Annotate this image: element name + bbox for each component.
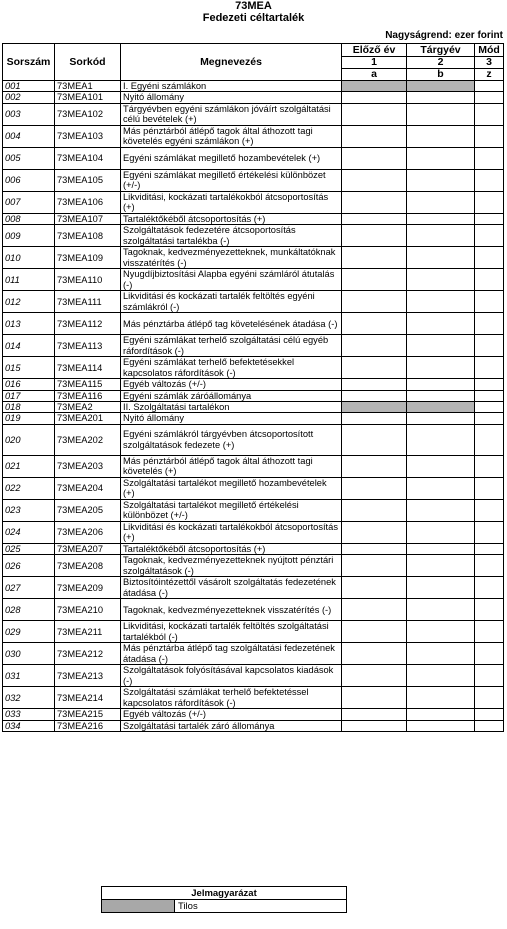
header-col-2: 2 <box>407 57 475 69</box>
table-row <box>3 621 504 643</box>
value-targyev[interactable] <box>407 169 475 191</box>
table-row <box>3 499 504 521</box>
value-elozo-ev[interactable] <box>342 709 407 720</box>
value-targyev[interactable] <box>407 125 475 147</box>
value-mod[interactable] <box>475 225 504 247</box>
value-targyev[interactable] <box>407 413 475 424</box>
row-name: Tárgyévben egyéni számlákon jóváírt szolgáltatási célú bevételek (+) <box>121 103 342 125</box>
row-name: Szolgáltatási tartalék záró állománya <box>121 720 342 731</box>
row-code: 73MEA113 <box>55 335 121 357</box>
row-name: Szolgáltatások folyósításával kapcsolatos kiadások (-) <box>121 665 342 687</box>
row-name: Likviditási, kockázati tartalék feltöltés szolgáltatási tartalékból (-) <box>121 621 342 643</box>
row-code: 73MEA1 <box>55 81 121 92</box>
row-number: 033 <box>3 709 55 720</box>
table-row <box>3 213 504 224</box>
unit-label: Nagyságrend: ezer forint <box>385 30 503 41</box>
row-name: Likviditási és kockázati tartalékokból átcsoportosítás (+) <box>121 521 342 543</box>
table-row <box>3 247 504 269</box>
header-col-1: 1 <box>342 57 407 69</box>
value-elozo-ev[interactable] <box>342 291 407 313</box>
row-name: Nyugdíjbiztosítási Alapba egyéni számláról átutalás (-) <box>121 269 342 291</box>
value-mod[interactable] <box>475 313 504 335</box>
value-mod[interactable] <box>475 555 504 577</box>
value-mod[interactable] <box>475 390 504 401</box>
table-row <box>3 477 504 499</box>
value-mod[interactable] <box>475 269 504 291</box>
row-number: 031 <box>3 665 55 687</box>
value-targyev[interactable] <box>407 543 475 554</box>
value-elozo-ev[interactable] <box>342 643 407 665</box>
row-name: I. Egyéni számlákon <box>121 81 342 92</box>
row-name: Szolgáltatások fedezetére átcsoportosítás szolgáltatási tartalékba (-) <box>121 225 342 247</box>
table-row <box>3 402 504 413</box>
row-code: 73MEA105 <box>55 169 121 191</box>
value-elozo-ev[interactable] <box>342 92 407 103</box>
table-row <box>3 169 504 191</box>
row-name: Szolgáltatási tartalékot megillető értékelési különbözet (+/-) <box>121 499 342 521</box>
row-number: 029 <box>3 621 55 643</box>
row-code: 73MEA2 <box>55 402 121 413</box>
value-mod[interactable] <box>475 499 504 521</box>
row-name: Más pénztárba átlépő tag követelésének átadása (-) <box>121 313 342 335</box>
value-mod[interactable] <box>475 709 504 720</box>
row-number: 025 <box>3 543 55 554</box>
row-code: 73MEA103 <box>55 125 121 147</box>
value-mod[interactable] <box>475 687 504 709</box>
row-name: Egyéb változás (+/-) <box>121 379 342 390</box>
value-targyev[interactable] <box>407 357 475 379</box>
table-row <box>3 643 504 665</box>
legend <box>101 886 347 913</box>
value-targyev[interactable] <box>407 424 475 455</box>
value-targyev[interactable] <box>407 269 475 291</box>
table-row <box>3 191 504 213</box>
value-targyev <box>407 81 475 92</box>
row-name: Más pénztárba átlépő tag szolgáltatási fedezetének átadása (-) <box>121 643 342 665</box>
value-elozo-ev[interactable] <box>342 477 407 499</box>
table-row <box>3 413 504 424</box>
row-code: 73MEA101 <box>55 92 121 103</box>
value-elozo-ev[interactable] <box>342 599 407 621</box>
value-elozo-ev[interactable] <box>342 269 407 291</box>
row-number: 027 <box>3 577 55 599</box>
table-row <box>3 599 504 621</box>
row-number: 032 <box>3 687 55 709</box>
value-mod[interactable] <box>475 577 504 599</box>
row-code: 73MEA216 <box>55 720 121 731</box>
value-mod[interactable] <box>475 103 504 125</box>
value-elozo-ev[interactable] <box>342 213 407 224</box>
value-mod[interactable] <box>475 291 504 313</box>
table-row <box>3 455 504 477</box>
value-elozo-ev[interactable] <box>342 455 407 477</box>
header-col-3: 3 <box>475 57 504 69</box>
header-sorszam: Sorszám <box>3 44 55 81</box>
value-elozo-ev[interactable] <box>342 379 407 390</box>
row-name: Szolgáltatási tartalékot megillető hozambevételek (+) <box>121 477 342 499</box>
value-elozo-ev[interactable] <box>342 247 407 269</box>
value-elozo-ev[interactable] <box>342 720 407 731</box>
value-targyev[interactable] <box>407 147 475 169</box>
table-row <box>3 521 504 543</box>
row-code: 73MEA116 <box>55 390 121 401</box>
value-mod[interactable] <box>475 92 504 103</box>
row-number: 030 <box>3 643 55 665</box>
table-row <box>3 81 504 92</box>
row-number: 018 <box>3 402 55 413</box>
value-targyev[interactable] <box>407 213 475 224</box>
header-mod: Mód <box>475 44 504 57</box>
row-code: 73MEA108 <box>55 225 121 247</box>
value-elozo-ev[interactable] <box>342 357 407 379</box>
row-name: Egyéb változás (+/-) <box>121 709 342 720</box>
value-mod[interactable] <box>475 413 504 424</box>
row-name: Biztosítóintézettől vásárolt szolgáltatás fedezetének átadása (-) <box>121 577 342 599</box>
table-body <box>3 81 504 732</box>
value-elozo-ev[interactable] <box>342 125 407 147</box>
row-number: 034 <box>3 720 55 731</box>
row-code: 73MEA110 <box>55 269 121 291</box>
table-row <box>3 147 504 169</box>
row-name: Tagoknak, kedvezményezetteknek, munkáltatóknak visszatérítés (-) <box>121 247 342 269</box>
row-name: Likviditási, kockázati tartalékokból átcsoportosítás (+) <box>121 191 342 213</box>
row-number: 009 <box>3 225 55 247</box>
header-sorkod: Sorkód <box>55 44 121 81</box>
value-targyev <box>407 402 475 413</box>
row-number: 015 <box>3 357 55 379</box>
table-row <box>3 291 504 313</box>
row-code: 73MEA111 <box>55 291 121 313</box>
value-elozo-ev <box>342 402 407 413</box>
row-code: 73MEA201 <box>55 413 121 424</box>
row-number: 002 <box>3 92 55 103</box>
row-number: 013 <box>3 313 55 335</box>
value-mod[interactable] <box>475 521 504 543</box>
value-targyev[interactable] <box>407 665 475 687</box>
row-number: 011 <box>3 269 55 291</box>
value-targyev[interactable] <box>407 599 475 621</box>
row-name: Nyitó állomány <box>121 92 342 103</box>
table-row <box>3 687 504 709</box>
value-mod[interactable] <box>475 213 504 224</box>
value-targyev[interactable] <box>407 577 475 599</box>
row-code: 73MEA204 <box>55 477 121 499</box>
table-row <box>3 543 504 554</box>
row-name: Tartaléktőkéből átcsoportosítás (+) <box>121 543 342 554</box>
table-row <box>3 335 504 357</box>
row-number: 001 <box>3 81 55 92</box>
value-targyev[interactable] <box>407 291 475 313</box>
value-mod[interactable] <box>475 335 504 357</box>
value-targyev[interactable] <box>407 379 475 390</box>
value-targyev[interactable] <box>407 521 475 543</box>
header-elozo-ev: Előző év <box>342 44 407 57</box>
row-code: 73MEA212 <box>55 643 121 665</box>
value-mod[interactable] <box>475 665 504 687</box>
table-row <box>3 424 504 455</box>
row-name: Egyéni számlák záróállománya <box>121 390 342 401</box>
value-elozo-ev[interactable] <box>342 169 407 191</box>
value-targyev[interactable] <box>407 621 475 643</box>
row-code: 73MEA202 <box>55 424 121 455</box>
value-targyev[interactable] <box>407 455 475 477</box>
table-row <box>3 577 504 599</box>
row-number: 023 <box>3 499 55 521</box>
value-elozo-ev[interactable] <box>342 555 407 577</box>
row-name: Likviditási és kockázati tartalék feltöltés egyéni számlákról (-) <box>121 291 342 313</box>
value-mod[interactable] <box>475 720 504 731</box>
row-name: Más pénztárból átlépő tagok által áthozott tagi követelés egyéni számlákon (+) <box>121 125 342 147</box>
header-targyev: Tárgyév <box>407 44 475 57</box>
value-elozo-ev[interactable] <box>342 390 407 401</box>
header-col-z: z <box>475 69 504 81</box>
row-code: 73MEA104 <box>55 147 121 169</box>
table-row <box>3 269 504 291</box>
value-mod[interactable] <box>475 455 504 477</box>
value-mod[interactable] <box>475 477 504 499</box>
row-code: 73MEA112 <box>55 313 121 335</box>
value-elozo-ev[interactable] <box>342 577 407 599</box>
table-row <box>3 665 504 687</box>
row-number: 019 <box>3 413 55 424</box>
value-mod[interactable] <box>475 543 504 554</box>
row-number: 028 <box>3 599 55 621</box>
value-mod[interactable] <box>475 147 504 169</box>
row-number: 017 <box>3 390 55 401</box>
row-code: 73MEA213 <box>55 665 121 687</box>
row-number: 026 <box>3 555 55 577</box>
value-mod <box>475 81 504 92</box>
row-number: 007 <box>3 191 55 213</box>
value-elozo-ev[interactable] <box>342 521 407 543</box>
row-name: Nyitó állomány <box>121 413 342 424</box>
value-elozo-ev[interactable] <box>342 313 407 335</box>
row-code: 73MEA107 <box>55 213 121 224</box>
value-mod[interactable] <box>475 599 504 621</box>
row-number: 016 <box>3 379 55 390</box>
row-number: 003 <box>3 103 55 125</box>
row-name: Egyéni számlákat megillető értékelési különbözet (+/-) <box>121 169 342 191</box>
legend-item: Tilos <box>175 900 347 913</box>
value-elozo-ev[interactable] <box>342 621 407 643</box>
value-targyev[interactable] <box>407 499 475 521</box>
value-mod <box>475 402 504 413</box>
value-elozo-ev[interactable] <box>342 225 407 247</box>
value-targyev[interactable] <box>407 247 475 269</box>
value-targyev[interactable] <box>407 555 475 577</box>
row-code: 73MEA109 <box>55 247 121 269</box>
value-elozo-ev[interactable] <box>342 543 407 554</box>
row-code: 73MEA206 <box>55 521 121 543</box>
value-elozo-ev[interactable] <box>342 687 407 709</box>
legend-swatch <box>102 900 175 913</box>
table-row <box>3 379 504 390</box>
table-row <box>3 313 504 335</box>
row-code: 73MEA102 <box>55 103 121 125</box>
row-name: Egyéni számlákat terhelő befektetésekkel kapcsolatos ráfordítások (-) <box>121 357 342 379</box>
row-name: Tagoknak, kedvezményezetteknek nyújtott pénztári szolgáltatások (-) <box>121 555 342 577</box>
row-number: 014 <box>3 335 55 357</box>
row-name: Tartaléktőkéből átcsoportosítás (+) <box>121 213 342 224</box>
row-number: 008 <box>3 213 55 224</box>
row-code: 73MEA205 <box>55 499 121 521</box>
value-elozo-ev[interactable] <box>342 413 407 424</box>
value-mod[interactable] <box>475 424 504 455</box>
legend-title: Jelmagyarázat <box>102 887 347 900</box>
value-targyev[interactable] <box>407 709 475 720</box>
value-mod[interactable] <box>475 379 504 390</box>
row-number: 021 <box>3 455 55 477</box>
value-elozo-ev[interactable] <box>342 665 407 687</box>
value-targyev[interactable] <box>407 225 475 247</box>
value-elozo-ev[interactable] <box>342 424 407 455</box>
row-code: 73MEA214 <box>55 687 121 709</box>
row-number: 022 <box>3 477 55 499</box>
table-row <box>3 555 504 577</box>
value-mod[interactable] <box>475 643 504 665</box>
header-col-b: b <box>407 69 475 81</box>
value-elozo-ev[interactable] <box>342 191 407 213</box>
row-code: 73MEA215 <box>55 709 121 720</box>
row-number: 010 <box>3 247 55 269</box>
value-elozo-ev <box>342 81 407 92</box>
row-code: 73MEA209 <box>55 577 121 599</box>
row-code: 73MEA210 <box>55 599 121 621</box>
table-row <box>3 390 504 401</box>
data-table <box>2 43 504 732</box>
row-code: 73MEA207 <box>55 543 121 554</box>
table-row <box>3 720 504 731</box>
row-name: Tagoknak, kedvezményezetteknek visszatérítés (-) <box>121 599 342 621</box>
row-code: 73MEA211 <box>55 621 121 643</box>
value-mod[interactable] <box>475 621 504 643</box>
row-number: 024 <box>3 521 55 543</box>
value-targyev[interactable] <box>407 191 475 213</box>
table-row <box>3 357 504 379</box>
row-code: 73MEA208 <box>55 555 121 577</box>
row-name: Egyéni számlákról tárgyévben átcsoportosított szolgáltatások fedezete (+) <box>121 424 342 455</box>
value-targyev[interactable] <box>407 687 475 709</box>
table-row <box>3 92 504 103</box>
value-mod[interactable] <box>475 357 504 379</box>
row-code: 73MEA203 <box>55 455 121 477</box>
value-mod[interactable] <box>475 247 504 269</box>
row-number: 006 <box>3 169 55 191</box>
row-number: 012 <box>3 291 55 313</box>
table-row <box>3 125 504 147</box>
row-number: 005 <box>3 147 55 169</box>
table-row <box>3 225 504 247</box>
table-row <box>3 103 504 125</box>
row-name: Szolgáltatási számlákat terhelő befektetéssel kapcsolatos ráfordítások (-) <box>121 687 342 709</box>
value-targyev[interactable] <box>407 720 475 731</box>
header-col-a: a <box>342 69 407 81</box>
row-code: 73MEA114 <box>55 357 121 379</box>
value-elozo-ev[interactable] <box>342 147 407 169</box>
value-targyev[interactable] <box>407 92 475 103</box>
row-code: 73MEA106 <box>55 191 121 213</box>
row-number: 020 <box>3 424 55 455</box>
value-targyev[interactable] <box>407 335 475 357</box>
header-megnevezes: Megnevezés <box>121 44 342 81</box>
value-targyev[interactable] <box>407 477 475 499</box>
table-row <box>3 709 504 720</box>
value-targyev[interactable] <box>407 313 475 335</box>
value-elozo-ev[interactable] <box>342 335 407 357</box>
row-name: Egyéni számlákat megillető hozambevételek (+) <box>121 147 342 169</box>
value-targyev[interactable] <box>407 643 475 665</box>
value-mod[interactable] <box>475 191 504 213</box>
form-title: Fedezeti céltartalék <box>202 12 305 24</box>
value-targyev[interactable] <box>407 103 475 125</box>
row-name: Más pénztárból átlépő tagok által áthozott tagi követelés (+) <box>121 455 342 477</box>
value-mod[interactable] <box>475 125 504 147</box>
row-number: 004 <box>3 125 55 147</box>
value-mod[interactable] <box>475 169 504 191</box>
row-code: 73MEA115 <box>55 379 121 390</box>
row-name: Egyéni számlákat terhelő szolgáltatási célú egyéb ráfordítások (-) <box>121 335 342 357</box>
row-name: II. Szolgáltatási tartalékon <box>121 402 342 413</box>
value-targyev[interactable] <box>407 390 475 401</box>
value-elozo-ev[interactable] <box>342 499 407 521</box>
form-code: 73MEA <box>235 0 272 12</box>
value-elozo-ev[interactable] <box>342 103 407 125</box>
